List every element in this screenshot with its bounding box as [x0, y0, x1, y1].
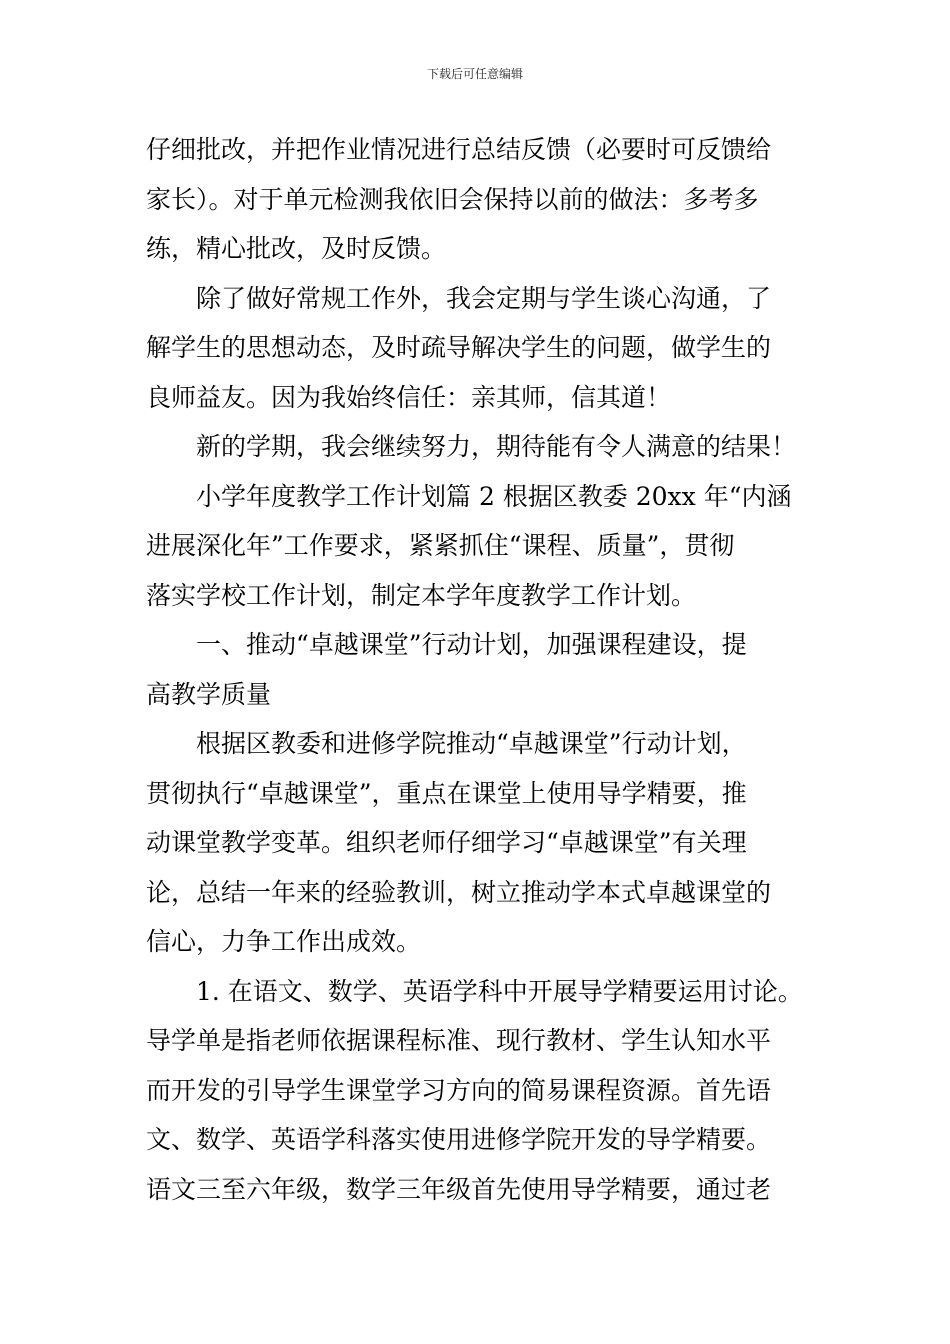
text-line: 练，精心批改，及时反馈。	[146, 234, 447, 263]
text-line: 信心，力争工作出成效。	[146, 927, 422, 956]
text-line: 家长）。对于单元检测我依旧会保持以前的做法：多考多	[146, 184, 759, 214]
text-line: 新的学期，我会继续努力，期待能有令人满意的结果！	[196, 432, 797, 461]
text-line: 进展深化年”工作要求，紧紧抓住“课程、质量”，贯彻	[146, 531, 735, 560]
text-line: 高教学质量	[146, 679, 272, 709]
text-line: 贯彻执行“卓越课堂”，重点在课堂上使用导学精要，推	[146, 778, 747, 808]
text-line: 论，总结一年来的经验教训，树立推动学本式卓越课堂的	[146, 877, 772, 907]
text-line: 仔细批改，并把作业情况进行总结反馈（必要时可反馈给	[146, 135, 772, 164]
text-line: 解学生的思想动态，及时疏导解决学生的问题，做学生的	[146, 333, 772, 362]
text-line: 除了做好常规工作外，我会定期与学生谈心沟通，了	[196, 283, 772, 313]
text-line: 1. 在语文、数学、英语学科中开展导学精要运用讨论。	[196, 976, 803, 1006]
document-body	[146, 125, 810, 1214]
text-line: 语文三至六年级，数学三年级首先使用导学精要，通过老	[146, 1174, 772, 1204]
text-line: 文、数学、英语学科落实使用进修学院开发的导学精要。	[146, 1125, 772, 1154]
text-line: 动课堂教学变革。组织老师仔细学习“卓越课堂”有关理	[146, 828, 747, 857]
text-line: 而开发的引导学生课堂学习方向的简易课程资源。首先语	[146, 1075, 772, 1105]
text-line: 良师益友。因为我始终信任：亲其师，信其道！	[146, 382, 672, 412]
text-line: 小学年度教学工作计划篇 2 根据区教委 20xx 年“内涵	[196, 481, 792, 511]
text-line: 导学单是指老师依据课程标准、现行教材、学生认知水平	[146, 1026, 772, 1055]
page-header: 下载后可任意编辑	[426, 67, 523, 81]
text-line: 落实学校工作计划，制定本学年度教学工作计划。	[146, 580, 697, 610]
text-line: 根据区教委和进修学院推动“卓越课堂”行动计划，	[196, 729, 747, 758]
text-line: 一、推动“卓越课堂”行动计划，加强课程建设，提	[196, 630, 747, 659]
